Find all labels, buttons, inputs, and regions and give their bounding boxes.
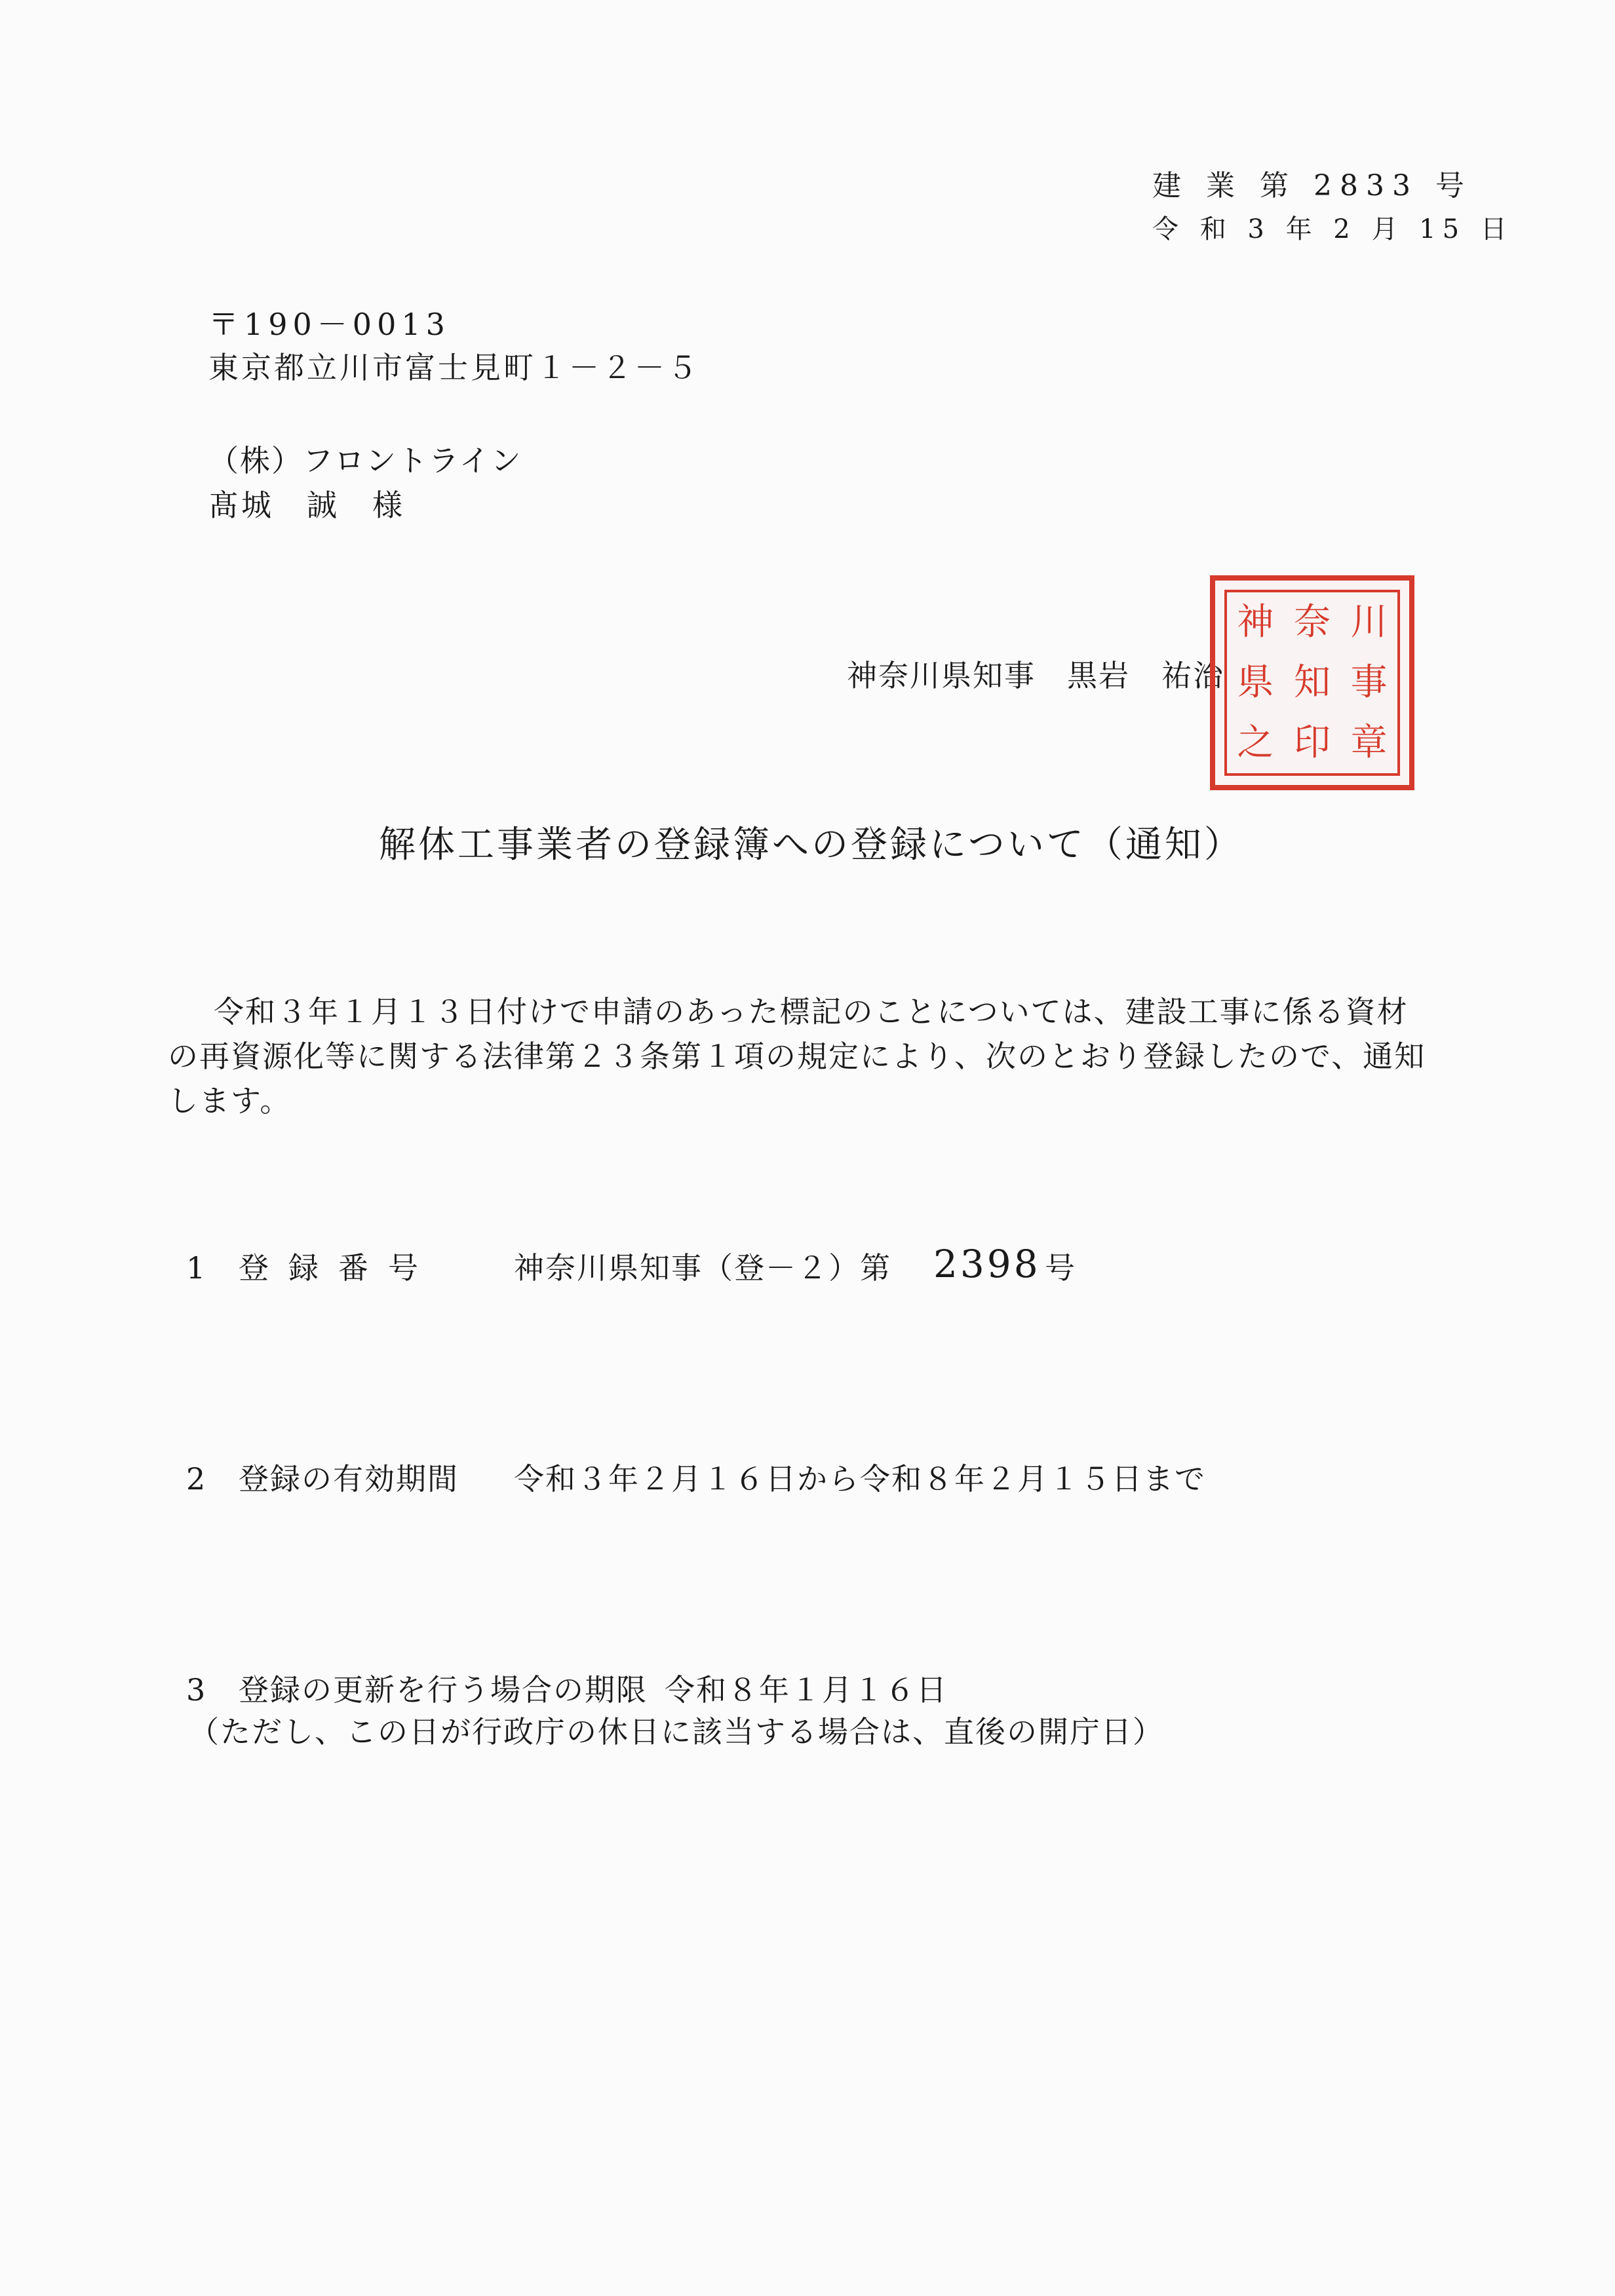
document-date: 令 和 3 年 2 月 15 日 — [1152, 214, 1513, 244]
document-title: 解体工事業者の登録簿への登録について（通知） — [379, 824, 1243, 866]
item-3-number: 3 — [186, 1672, 206, 1708]
item-3-label: 登録の更新を行う場合の期限 — [239, 1672, 648, 1708]
item-1-number: 1 — [186, 1250, 206, 1286]
seal-char: 知 — [1293, 661, 1331, 704]
item-2-label: 登録の有効期間 — [239, 1461, 459, 1497]
seal-characters — [1224, 590, 1400, 776]
recipient-address: 東京都立川市富士見町１－２－５ — [208, 350, 700, 385]
item-1-label: 登録番号 — [239, 1250, 438, 1286]
item-1-suffix: 号 — [1045, 1250, 1075, 1286]
document-number: 建 業 第 2833 号 — [1152, 169, 1472, 202]
sender-name: 神奈川県知事 黒岩 祐治 — [847, 658, 1224, 693]
item-1-value: 神奈川県知事（登－２）第 — [514, 1250, 891, 1286]
renewal-note: （ただし、この日が行政庁の休日に該当する場合は、直後の開庁日） — [189, 1714, 1164, 1750]
postal-code: 〒190－0013 — [208, 307, 450, 342]
seal-char: 神 — [1237, 601, 1274, 643]
renewal-deadline: 令和８年１月１６日 — [665, 1672, 948, 1708]
seal-char: 奈 — [1293, 601, 1331, 643]
official-seal-stamp — [1210, 575, 1414, 790]
recipient-name: 髙城 誠 様 — [208, 488, 405, 523]
seal-char: 之 — [1237, 721, 1274, 764]
seal-char: 章 — [1350, 721, 1388, 764]
seal-char: 印 — [1293, 721, 1331, 764]
seal-char: 県 — [1237, 661, 1274, 704]
seal-char: 事 — [1350, 661, 1388, 704]
recipient-company: （株）フロントライン — [208, 443, 522, 478]
item-2-number: 2 — [186, 1461, 206, 1497]
validity-period: 令和３年２月１６日から令和８年２月１５日まで — [514, 1461, 1206, 1497]
body-paragraph: 令和３年１月１３日付けで申請のあった標記のことについては、建設工事に係る資材の再資源化等に関する法律第２３条第１項の規定により、次のとおり登録したので、通知します。 — [168, 994, 1426, 1119]
registration-number: 2398 — [933, 1242, 1041, 1286]
seal-char: 川 — [1350, 601, 1388, 643]
